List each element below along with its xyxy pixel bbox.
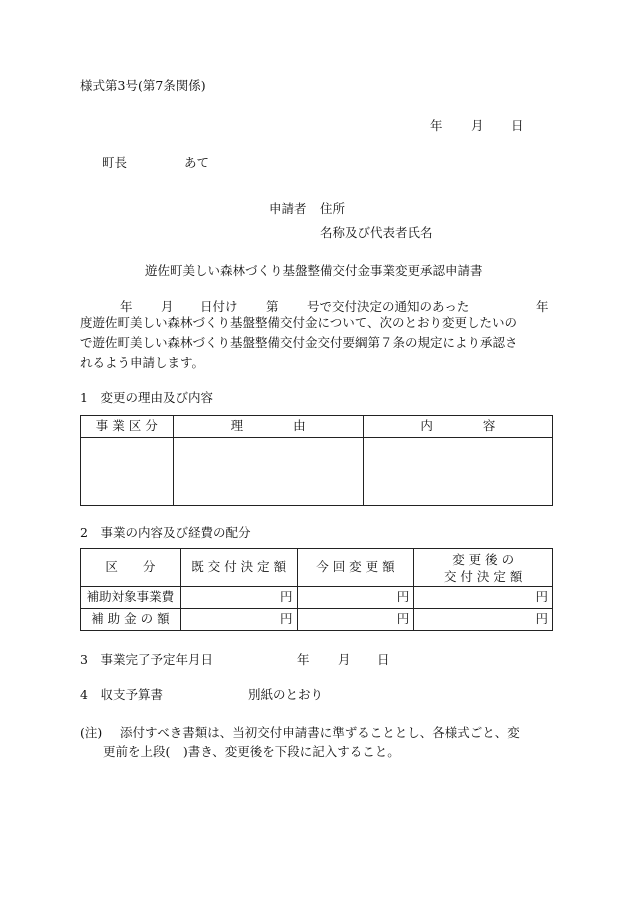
section2-table — [80, 548, 553, 631]
header-current-change: 今 回 変 更 額 — [297, 549, 414, 587]
section2-heading: 2 事業の内容及び経費の配分 — [80, 525, 251, 540]
body-notice-text: 号で交付決定の通知のあった — [307, 299, 470, 314]
header-category: 区 分 — [81, 549, 181, 587]
cell-existing-amount[interactable]: 円 — [180, 609, 297, 631]
table-row — [81, 438, 553, 506]
cell-after-change[interactable]: 円 — [414, 587, 553, 609]
row-label: 補 助 金 の 額 — [81, 609, 181, 631]
section1-table — [80, 415, 553, 506]
applicant-name-label: 名称及び代表者氏名 — [320, 225, 433, 240]
table-row — [81, 609, 553, 631]
body-fiscal-year: 年 — [536, 299, 549, 314]
form-number: 様式第3号(第7条関係) — [80, 78, 206, 93]
applicant-address-label: 住所 — [320, 201, 346, 216]
body-paragraph — [80, 293, 550, 373]
table-header-row — [81, 549, 553, 587]
section4-value: 別紙のとおり — [248, 687, 324, 702]
date-month: 月 — [471, 118, 484, 133]
body-number-prefix: 第 — [266, 299, 279, 314]
section3-day: 日 — [377, 652, 390, 667]
header-business-category: 事 業 区 分 — [81, 416, 174, 438]
cell-after-change[interactable]: 円 — [414, 609, 553, 631]
cell-existing-amount[interactable]: 円 — [180, 587, 297, 609]
header-after-line2: 交 付 決 定 額 — [443, 568, 523, 584]
header-existing-amount: 既 交 付 決 定 額 — [180, 549, 297, 587]
table-row — [81, 587, 553, 609]
body-line-1 — [80, 293, 550, 313]
cell-current-change[interactable]: 円 — [297, 609, 414, 631]
note-line-2: 更前を上段( )書き、変更後を下段に記入すること。 — [103, 744, 400, 759]
section3-heading: 3 事業完了予定年月日 — [80, 652, 213, 667]
table-header-row — [81, 416, 553, 438]
body-line-3: で遊佐町美しい森林づくり基盤整備交付金交付要綱第７条の規定により承認さ — [80, 335, 518, 350]
section4-heading: 4 収支予算書 — [80, 687, 163, 702]
addressee-suffix: あて — [184, 155, 210, 170]
section1-heading: 1 変更の理由及び内容 — [80, 390, 213, 405]
cell-business-category[interactable] — [81, 438, 174, 506]
section3-year: 年 — [297, 652, 310, 667]
header-reason: 理 由 — [173, 416, 363, 438]
date-year: 年 — [430, 118, 443, 133]
note-line-1: 添付すべき書類は、当初交付申請書に準ずることとし、各様式ごと、変 — [120, 725, 520, 740]
cell-current-change[interactable]: 円 — [297, 587, 414, 609]
body-month: 月 — [161, 299, 174, 314]
header-after-change — [414, 549, 553, 587]
document-title: 遊佐町美しい森林づくり基盤整備交付金事業変更承認申請書 — [145, 263, 483, 278]
body-line-4: れるよう申請します。 — [80, 355, 205, 370]
section3-month: 月 — [338, 652, 351, 667]
header-after-line1: 変 更 後 の — [452, 551, 515, 567]
body-year: 年 — [120, 299, 133, 314]
body-line-2: 度遊佐町美しい森林づくり基盤整備交付金について、次のとおり変更したいの — [80, 315, 518, 330]
row-label: 補助対象事業費 — [81, 587, 181, 609]
addressee-mayor: 町長 — [102, 155, 128, 170]
date-day: 日 — [511, 118, 524, 133]
cell-reason[interactable] — [173, 438, 363, 506]
applicant-label: 申請者 — [269, 201, 307, 216]
body-dated: 日付け — [200, 299, 238, 314]
cell-content[interactable] — [363, 438, 552, 506]
note-label: (注) — [80, 725, 103, 740]
header-content: 内 容 — [363, 416, 552, 438]
